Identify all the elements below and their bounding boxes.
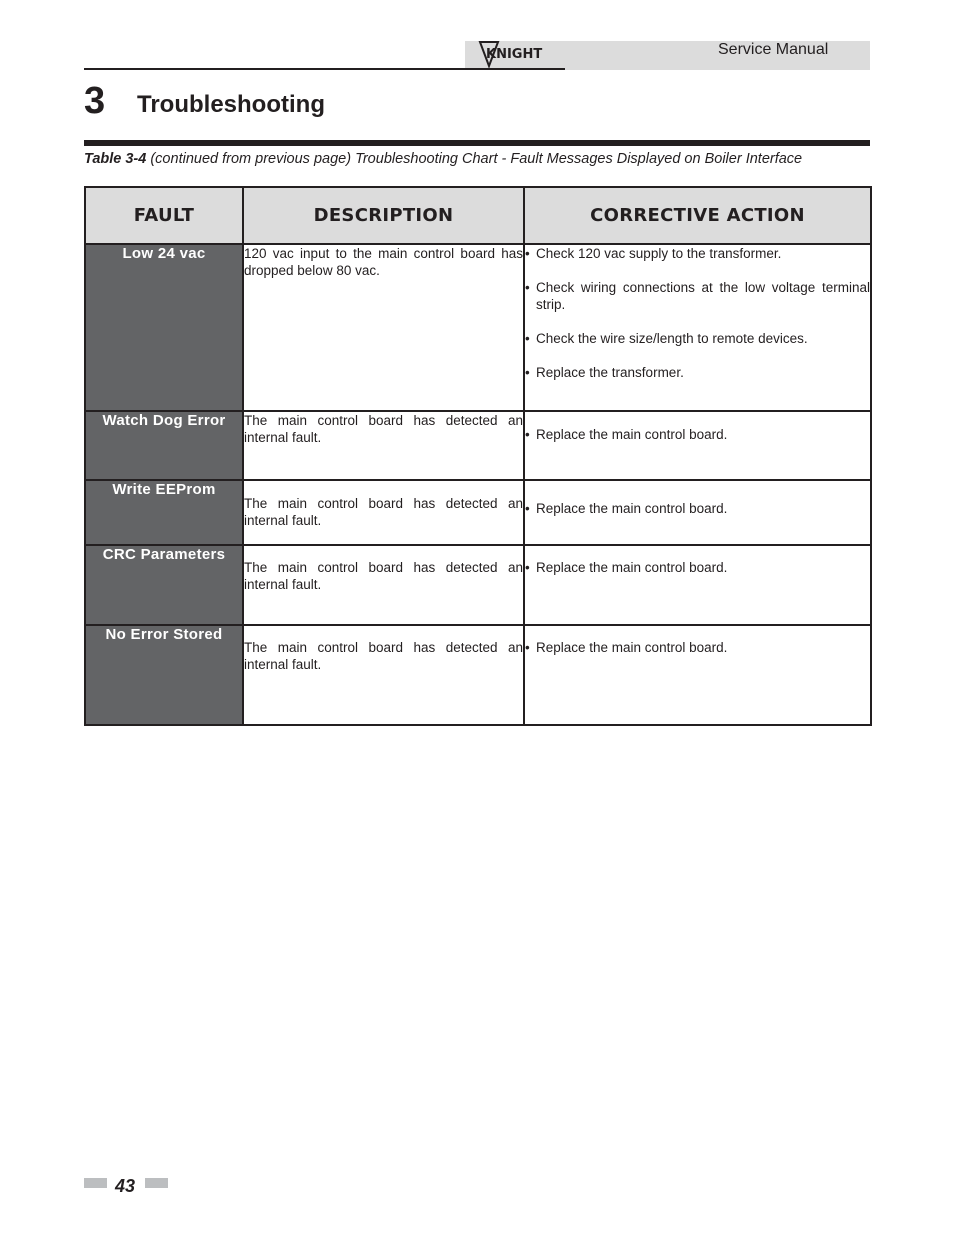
bullet-icon: • [525, 280, 530, 295]
page-bar-right [145, 1178, 168, 1188]
bullet-icon: • [525, 640, 530, 655]
bullet-icon: • [525, 365, 530, 380]
table-caption [84, 151, 884, 167]
action-cell [524, 625, 871, 725]
action-text: Check wiring connections at the low voltage terminal strip. [536, 280, 870, 312]
action-text: Check 120 vac supply to the transformer. [536, 246, 782, 261]
chapter-rule [84, 140, 870, 146]
action-cell [524, 545, 871, 625]
action-text: Replace the transformer. [536, 365, 684, 380]
table-row [85, 480, 871, 545]
action-item [525, 279, 870, 313]
table-row [85, 545, 871, 625]
action-cell [524, 244, 871, 411]
action-text: Replace the main control board. [536, 640, 728, 655]
fault-cell: Watch Dog Error [85, 411, 243, 480]
description-cell: The main control board has detected an internal fault. [243, 545, 524, 625]
knight-logo [478, 40, 558, 68]
action-cell [524, 480, 871, 545]
logo-text: KNIGHT [486, 47, 543, 62]
chapter-number: 3 [84, 80, 106, 122]
header-fault: FAULT [85, 187, 243, 244]
manual-title: Service Manual [718, 41, 829, 58]
page-number: 43 [115, 1176, 136, 1196]
action-cell [524, 411, 871, 480]
header-rule [84, 68, 565, 70]
action-item [525, 245, 870, 262]
table-row [85, 244, 871, 411]
action-text: Check the wire size/length to remote devices. [536, 331, 808, 346]
bullet-icon: • [525, 560, 530, 575]
header-corrective-action: CORRECTIVE ACTION [524, 187, 871, 244]
page-bar-left [84, 1178, 107, 1188]
action-item [525, 330, 870, 347]
action-text: Replace the main control board. [536, 501, 728, 516]
action-text: Replace the main control board. [536, 427, 728, 442]
bullet-icon: • [525, 246, 530, 261]
troubleshooting-table [84, 186, 872, 726]
action-item [525, 426, 870, 443]
fault-cell: CRC Parameters [85, 545, 243, 625]
action-item [525, 639, 870, 656]
bullet-icon: • [525, 331, 530, 346]
table-row [85, 411, 871, 480]
fault-cell: No Error Stored [85, 625, 243, 725]
bullet-icon: • [525, 427, 530, 442]
description-cell: The main control board has detected an internal fault. [243, 480, 524, 545]
bullet-icon: • [525, 501, 530, 516]
fault-cell: Write EEProm [85, 480, 243, 545]
fault-cell: Low 24 vac [85, 244, 243, 411]
description-cell: 120 vac input to the main control board has dropped below 80 vac. [243, 244, 524, 411]
description-cell: The main control board has detected an internal fault. [243, 411, 524, 480]
caption-label: Table 3-4 [84, 151, 147, 167]
chapter-title: Troubleshooting [137, 91, 325, 118]
action-item [525, 500, 870, 517]
table-header-row [85, 187, 871, 244]
header-description: DESCRIPTION [243, 187, 524, 244]
action-text: Replace the main control board. [536, 560, 728, 575]
action-item [525, 559, 870, 576]
description-cell: The main control board has detected an internal fault. [243, 625, 524, 725]
table-row [85, 625, 871, 725]
caption-text: (continued from previous page) Troubleshooting Chart - Fault Messages Displayed on Boiler Interface [146, 151, 803, 167]
action-item [525, 364, 870, 381]
